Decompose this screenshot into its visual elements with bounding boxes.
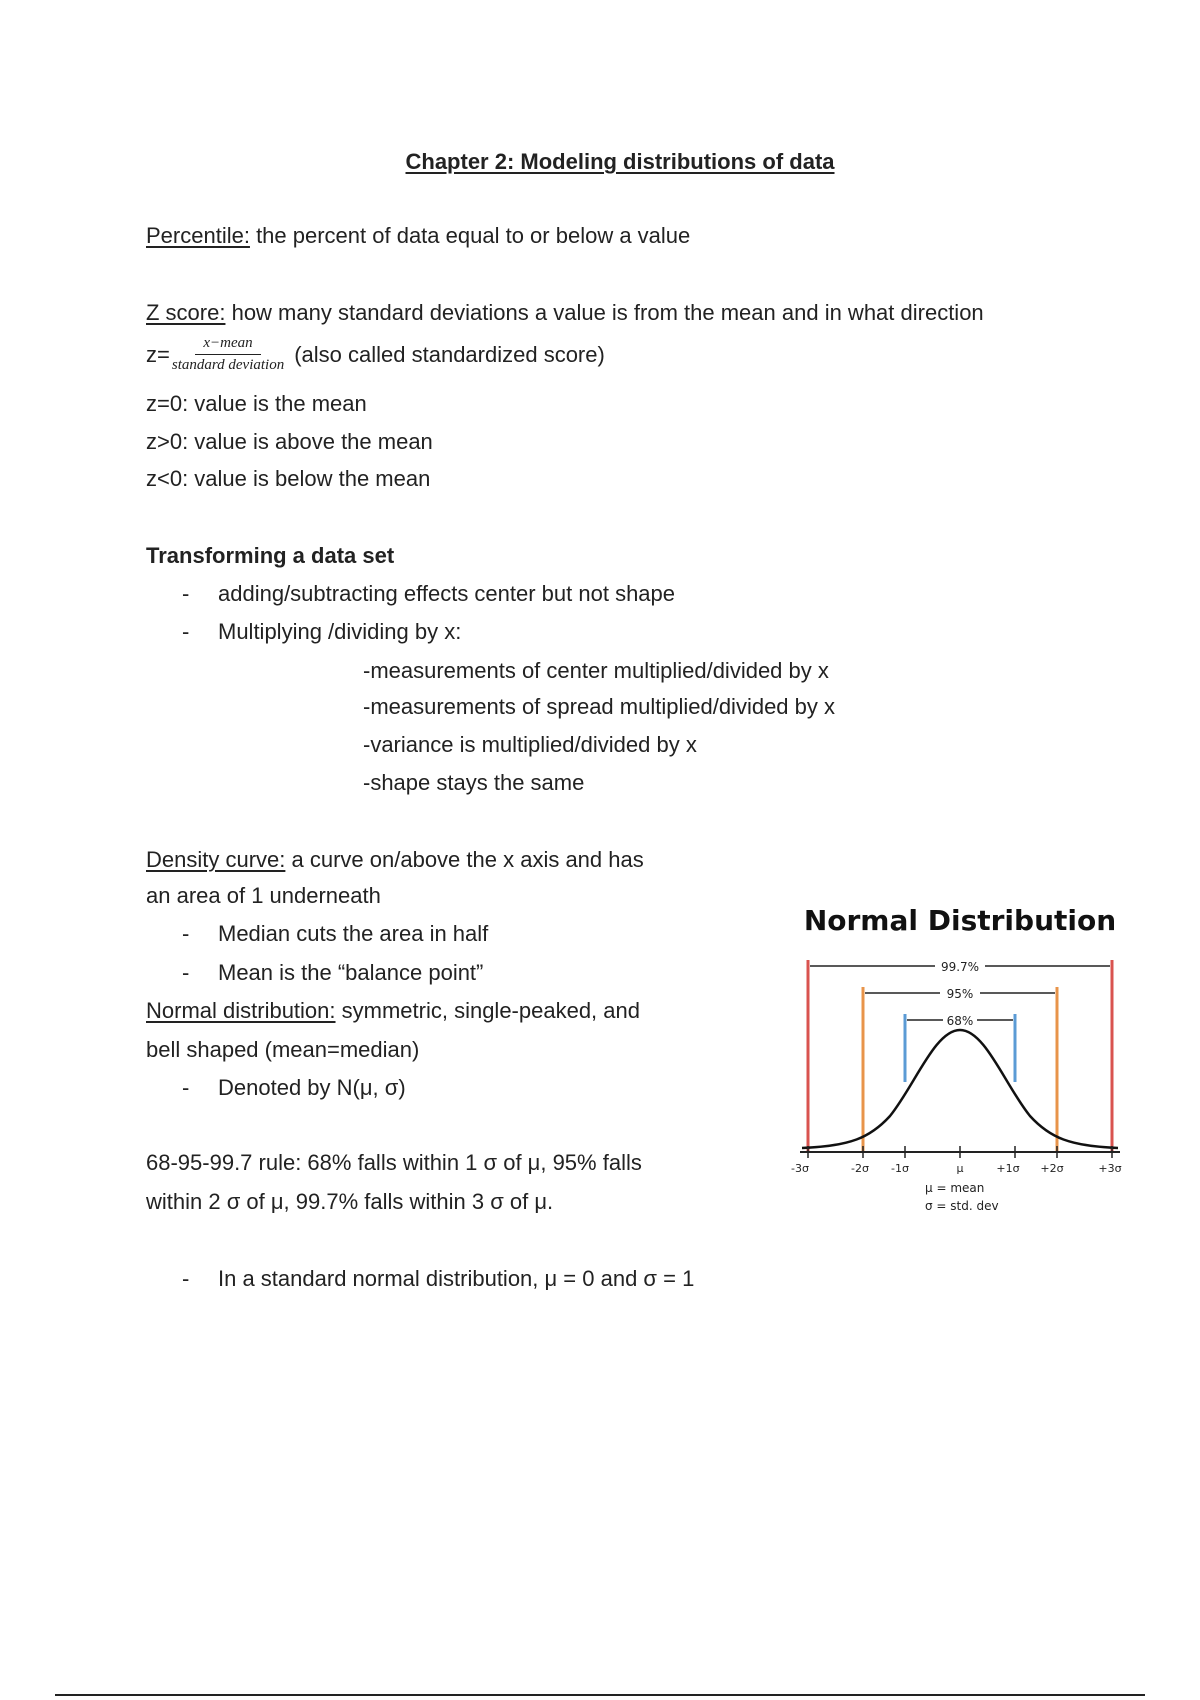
tick-label-minus-1sd: -1σ (891, 1162, 909, 1175)
transform-sub-spread: -measurements of spread multiplied/divided by x (363, 694, 836, 719)
legend-sd: σ = std. dev (925, 1199, 999, 1213)
tick-label-plus-2sd: +2σ (1040, 1162, 1064, 1175)
percentile-term: Percentile: (146, 223, 250, 248)
transform-heading: Transforming a data set (146, 543, 395, 568)
standard-normal-bullet: In a standard normal distribution, μ = 0 and σ = 1 (218, 1266, 695, 1291)
bullet-dash: - (182, 1075, 190, 1100)
transform-sub-variance: -variance is multiplied/divided by x (363, 732, 697, 757)
normal-bullet-denoted: Denoted by N(μ, σ) (218, 1075, 406, 1100)
figure-title: Normal Distribution (803, 904, 1117, 937)
page-title: Chapter 2: Modeling distributions of data (405, 149, 835, 174)
formula-prefix: z= (146, 341, 170, 367)
formula-denominator: standard deviation (171, 357, 285, 373)
bottom-divider (55, 1694, 1145, 1696)
bullet-dash: - (182, 960, 190, 985)
transform-sub-shape: -shape stays the same (363, 770, 585, 795)
bell-curve (802, 1030, 1118, 1148)
tick-label-minus-3sd: -3σ (791, 1162, 809, 1175)
rule-line-1: 68-95-99.7 rule: 68% falls within 1 σ of μ, 95% falls (146, 1150, 642, 1175)
normal-definition: symmetric, single-peaked, and (335, 998, 640, 1023)
tick-label-plus-1sd: +1σ (996, 1162, 1020, 1175)
zscore-case-positive: z>0: value is above the mean (146, 429, 433, 454)
zscore-line (146, 299, 984, 327)
bullet-dash: - (182, 921, 190, 946)
zscore-case-negative: z<0: value is below the mean (146, 466, 431, 491)
density-line-1 (146, 846, 644, 874)
density-definition: a curve on/above the x axis and has (285, 847, 644, 872)
tick-label-minus-2sd: -2σ (851, 1162, 869, 1175)
label-68: 68% (946, 1014, 974, 1028)
normal-distribution-figure (760, 890, 1160, 1220)
normal-term: Normal distribution: (146, 998, 336, 1023)
zscore-formula (146, 335, 605, 374)
zscore-term: Z score: (146, 300, 226, 325)
label-997: 99.7% (940, 960, 980, 974)
formula-fraction (172, 335, 284, 374)
bullet-dash: - (182, 581, 190, 606)
tick-label-plus-3sd: +3σ (1098, 1162, 1122, 1175)
density-bullet-median: Median cuts the area in half (218, 921, 489, 946)
label-95: 95% (946, 987, 974, 1001)
transform-bullet-multiply: Multiplying /dividing by x: (218, 619, 462, 644)
normal-line-1 (146, 997, 640, 1025)
zscore-case-zero: z=0: value is the mean (146, 391, 367, 416)
transform-bullet-add: adding/subtracting effects center but not shape (218, 581, 676, 606)
density-bullet-mean: Mean is the “balance point” (218, 960, 484, 985)
formula-numerator: x−mean (195, 335, 260, 355)
zscore-definition: how many standard deviations a value is from the mean and in what direction (225, 300, 984, 325)
normal-line-2: bell shaped (mean=median) (146, 1037, 420, 1062)
bullet-dash: - (182, 1266, 190, 1291)
rule-line-2: within 2 σ of μ, 99.7% falls within 3 σ of μ. (146, 1189, 554, 1214)
tick-label-mean: μ (956, 1162, 964, 1175)
formula-note: (also called standardized score) (294, 341, 605, 367)
percentile-line (146, 222, 690, 250)
bullet-dash: - (182, 619, 190, 644)
transform-sub-center: -measurements of center multiplied/divided by x (363, 658, 829, 683)
density-term: Density curve: (146, 847, 286, 872)
percentile-definition: the percent of data equal to or below a value (249, 223, 691, 248)
density-line-2: an area of 1 underneath (146, 883, 381, 908)
legend-mean: μ = mean (925, 1181, 985, 1195)
